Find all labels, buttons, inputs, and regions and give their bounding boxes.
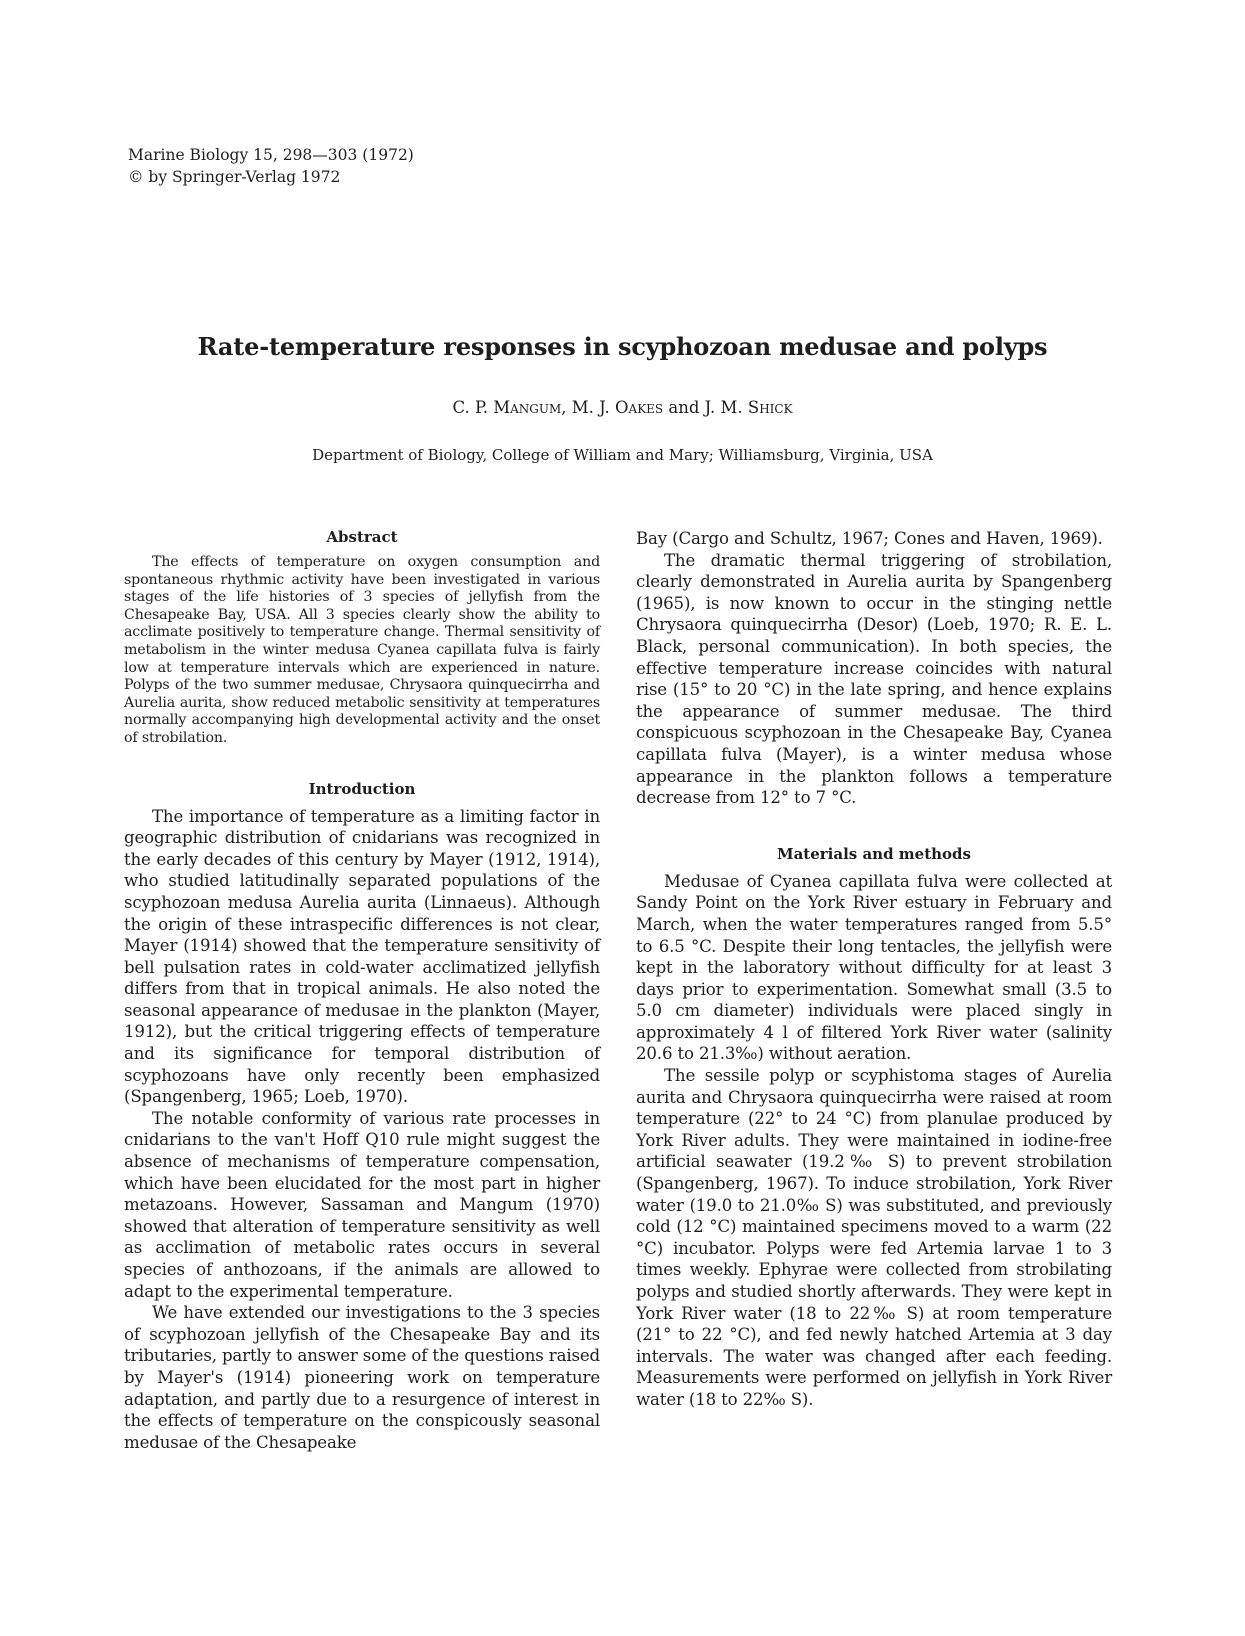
article-title: Rate-temperature responses in scyphozoan medusae and polyps <box>197 332 1048 361</box>
affiliation: Department of Biology, College of William and Mary; Williamsburg, Virginia, USA <box>312 446 933 464</box>
author1-initials: C. P. <box>452 398 488 417</box>
left-column <box>124 528 600 1453</box>
methods-paragraph-2: The sessile polyp or scyphistoma stages of Aurelia aurita and Chrysaora quinquecirrha were raised at room temperature (22° to 24 °C) from planulae produced by York River adults. They were maintained in iodine-free artificial seawater (19.2‰ S) to prevent strobilation (Spangenberg, 1967). To induce strobilation, York River water (19.0 to 21.0‰ S) was substituted, and previously cold (12 °C) maintained specimens moved to a warm (22 °C) incubator. Polyps were fed Artemia larvae 1 to 3 times weekly. Ephyrae were collected from strobilating polyps and studied shortly afterwards. They were kept in York River water (18 to 22‰ S) at room temperature (21° to 22 °C), and fed newly hatched Artemia at 3 day intervals. The water was changed after each feeding. Measurements were performed on jellyfish in York River water (18 to 22‰ S). <box>636 1066 1112 1409</box>
author-conjunction: and <box>668 398 700 417</box>
intro-paragraph-3: We have extended our investigations to the 3 species of scyphozoan jellyfish of the Chesapeake Bay and its tributaries, partly to answer some of the questions raised by Mayer's (1914) pioneering work on temperature adaptation, and partly due to a resurgence of interest in the effects of temperature on the conspicously seasonal medusae of the Chesapeake <box>124 1303 600 1452</box>
abstract-text: The effects of temperature on oxygen consumption and spontaneous rhythmic activity have been investigated in various stages of the life histories of 3 species of jellyfish from the Chesapeake Bay, USA. All 3 species clearly show the ability to acclimate positively to temperature change. Thermal sensitivity of metabolism in the winter medusa Cyanea capillata fulva is fairly low at temperature intervals which are experienced in nature. Polyps of the two summer medusae, Chrysaora quinquecirrha and Aurelia aurita, show reduced metabolic sensitivity at temperatures normally accompanying high developmental activity and the onset of strobilation. <box>124 554 600 746</box>
author-line: C. P. Mangum, M. J. Oakes and J. M. Shick <box>452 398 793 417</box>
journal-citation <box>128 144 414 188</box>
methods-paragraph-1: Medusae of Cyanea capillata fulva were collected at Sandy Point on the York River estuary in February and March, when the water temperatures ranged from 5.5° to 6.5 °C. Despite their long tentacles, the jellyfish were kept in the laboratory without difficulty for at least 3 days prior to experimentation. Somewhat small (3.5 to 5.0 cm diameter) individuals were placed singly in approximately 4 l of filtered York River water (salinity 20.6 to 21.3‰) without aeration. <box>636 871 1112 1064</box>
right-column <box>636 528 1112 1411</box>
copyright-line: © by Springer-Verlag 1972 <box>128 168 341 186</box>
abstract-heading: Abstract <box>326 528 398 546</box>
intro-paragraph-4: The dramatic thermal triggering of strobilation, clearly demonstrated in Aurelia aurita by Spangenberg (1965), is now known to occur in the stinging nettle Chrysaora quinquecirrha (Desor) (Loeb, 1970; R. E. L. Black, personal communication). In both species, the effective temperature increase coincides with natural rise (15° to 20 °C) in the late spring, and hence explains the appearance of summer medusae. The third conspicuous scyphozoan in the Chesapeake Bay, Cyanea capillata fulva (Mayer), is a winter medusa whose appearance in the plankton follows a temperature decrease from 12° to 7 °C. <box>636 550 1112 808</box>
intro-paragraph-2: The notable conformity of various rate processes in cnidarians to the van't Hoff Q10 rule might suggest the absence of mechanisms of temperature compensation, which have been elucidated for the most part in higher metazoans. However, Sassaman and Mangum (1970) showed that alteration of temperature sensitivity as well as acclimation of metabolic rates occurs in several species of anthozoans, if the animals are allowed to adapt to the experimental temperature. <box>124 1108 600 1301</box>
journal-line: Marine Biology 15, 298—303 (1972) <box>128 146 414 164</box>
intro-paragraph-1: The importance of temperature as a limiting factor in geographic distribution of cnidarians was recognized in the early decades of this century by Mayer (1912, 1914), who studied latitudinally separated populations of the scyphozoan medusa Aurelia aurita (Linnaeus). Although the origin of these intraspecific differences is not clear, Mayer (1914) showed that the temperature sensitivity of bell pulsation rates in cold-water acclimatized jellyfish differs from that in tropical animals. He also noted the seasonal appearance of medusae in the plankton (Mayer, 1912), but the critical triggering effects of temperature and its significance for temporal distribution of scyphozoans have only recently been emphasized (Spangenberg, 1965; Loeb, 1970). <box>124 806 600 1107</box>
author3-surname: Shick <box>747 398 793 417</box>
methods-heading: Materials and methods <box>776 844 971 863</box>
introduction-heading: Introduction <box>308 779 416 798</box>
author1-surname: Mangum <box>493 398 562 417</box>
author2-initials: M. J. <box>571 398 610 417</box>
author3-initials: J. M. <box>704 398 743 417</box>
intro-paragraph-3-continued: Bay (Cargo and Schultz, 1967; Cones and Haven, 1969). <box>636 529 1103 548</box>
author2-surname: Oakes <box>615 398 664 417</box>
